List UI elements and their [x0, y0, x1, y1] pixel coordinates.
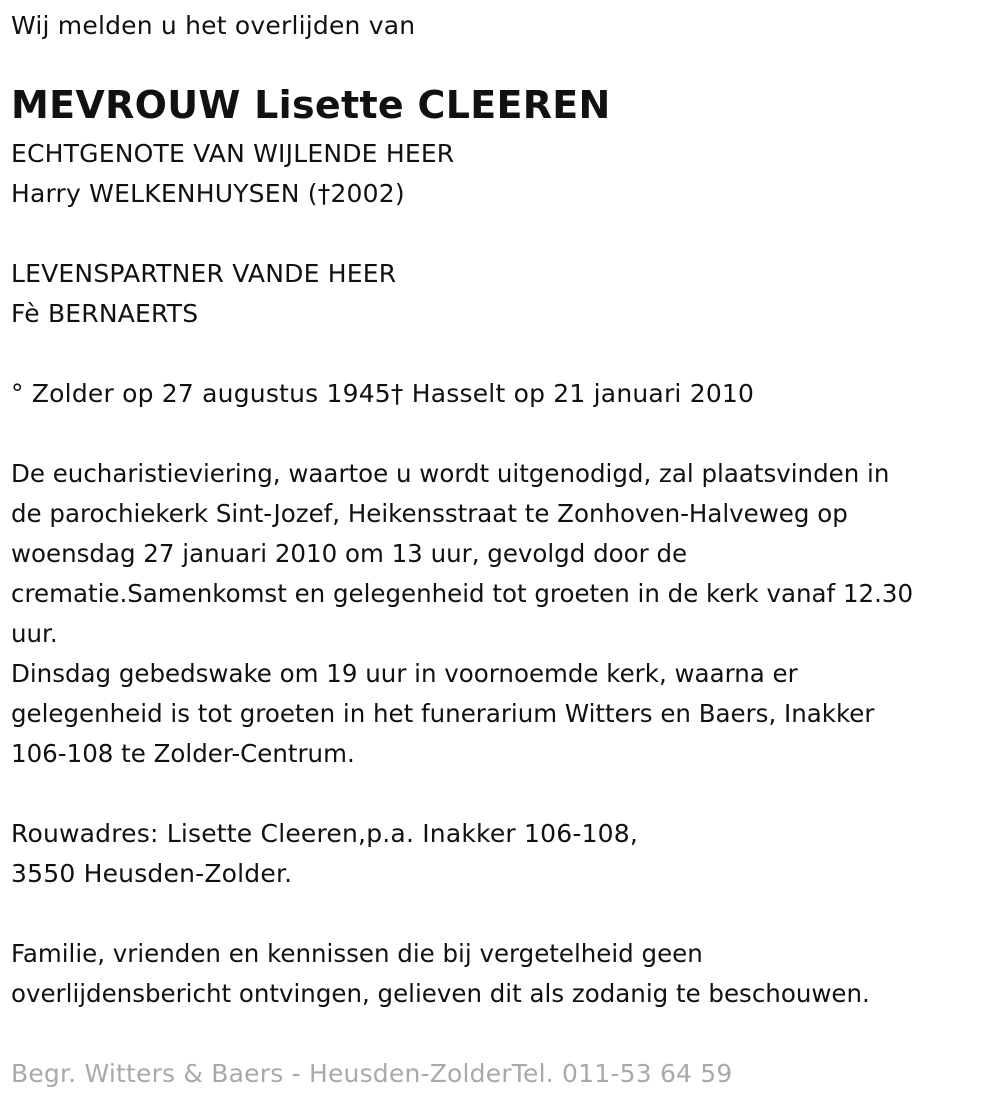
family-block — [11, 934, 870, 1014]
ceremony-line: de parochiekerk Sint-Jozef, Heikensstraat te Zonhoven-Halveweg op — [11, 499, 848, 528]
ceremony-paragraph — [11, 454, 913, 774]
address-line-1: Rouwadres: Lisette Cleeren,p.a. Inakker 106-108, — [11, 819, 639, 848]
ceremony-line: Dinsdag gebedswake om 19 uur in voornoemde kerk, waarna er — [11, 659, 798, 688]
family-line-1: Familie, vrienden en kennissen die bij vergetelheid geen — [11, 939, 703, 968]
partner-title: LEVENSPARTNER VANDE HEER — [11, 259, 397, 288]
funeral-home-footer: Begr. Witters & Baers - Heusden-ZolderTel. 011-53 64 59 — [11, 1059, 733, 1088]
spouse-name: Harry WELKENHUYSEN (†2002) — [11, 179, 405, 208]
dates-block — [11, 374, 754, 414]
ceremony-line: gelegenheid is tot groeten in het funerarium Witters en Baers, Inakker — [11, 699, 875, 728]
ceremony-line: De eucharistieviering, waartoe u wordt uitgenodigd, zal plaatsvinden in — [11, 459, 890, 488]
spouse-title: ECHTGENOTE VAN WIJLENDE HEER — [11, 139, 455, 168]
ceremony-line: woensdag 27 januari 2010 om 13 uur, gevolgd door de — [11, 539, 688, 568]
family-line-2: overlijdensbericht ontvingen, gelieven dit als zodanig te beschouwen. — [11, 979, 870, 1008]
deceased-name: MEVROUW Lisette CLEEREN — [11, 83, 611, 127]
ceremony-line: uur. — [11, 619, 58, 648]
address-block — [11, 814, 638, 894]
birth-death-dates: ° Zolder op 27 augustus 1945† Hasselt op 21 januari 2010 — [11, 379, 755, 408]
ceremony-line: 106-108 te Zolder-Centrum. — [11, 739, 355, 768]
ceremony-line: crematie.Samenkomst en gelegenheid tot groeten in de kerk vanaf 12.30 — [11, 579, 914, 608]
partner-block — [11, 254, 396, 334]
address-line-2: 3550 Heusden-Zolder. — [11, 859, 293, 888]
intro-text: Wij melden u het overlijden van — [11, 11, 416, 40]
partner-name: Fè BERNAERTS — [11, 299, 199, 328]
spouse-block — [11, 134, 454, 214]
